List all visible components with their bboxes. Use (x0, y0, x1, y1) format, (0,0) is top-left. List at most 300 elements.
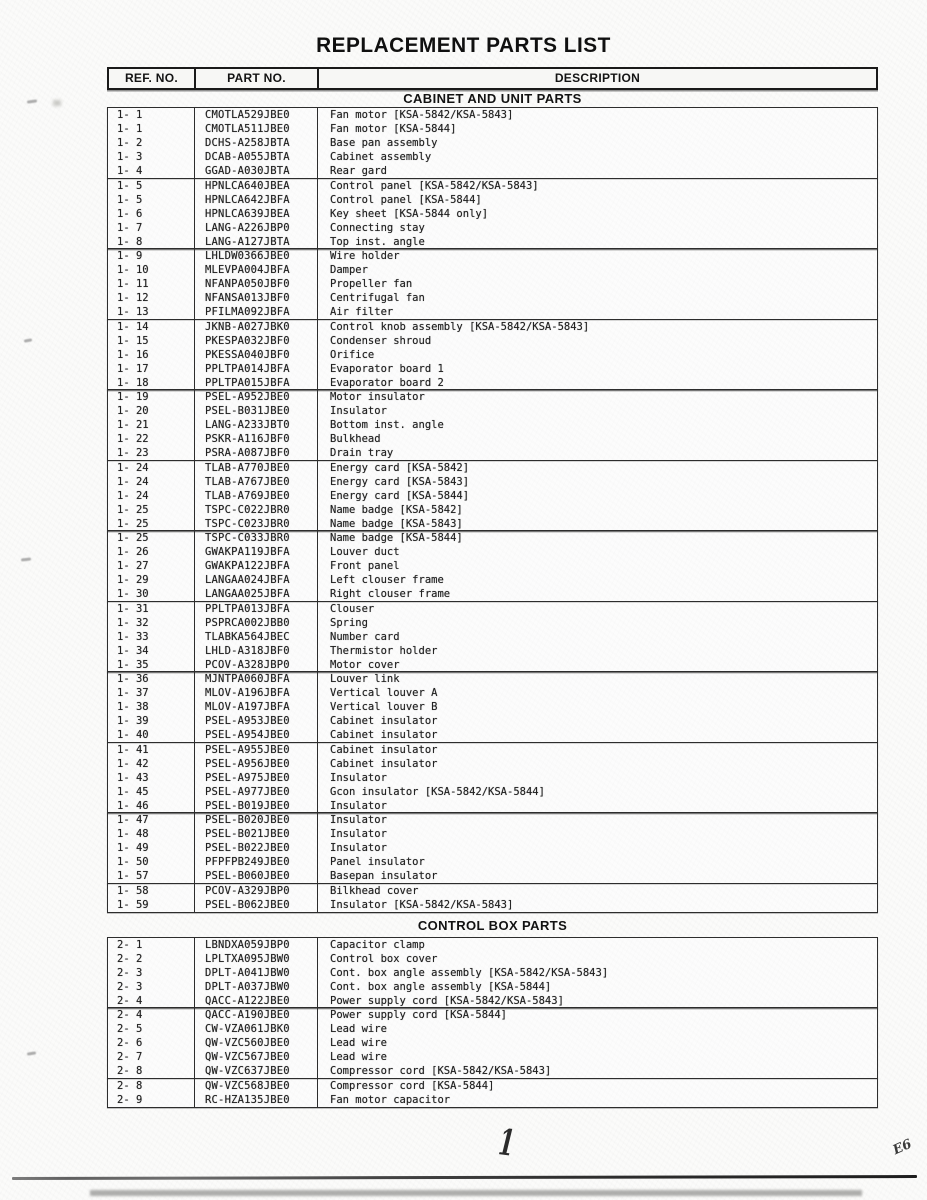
cell-description: Power supply cord [KSA-5842/KSA-5843] (330, 994, 564, 1007)
row-group (107, 107, 878, 179)
cell-part-no: PSEL-A954JBE0 (195, 728, 318, 742)
cell-part-no: LANG-A226JBP0 (195, 221, 318, 235)
cell-ref-no: 1- 30 (108, 587, 195, 601)
cell-ref-no: 1- 10 (108, 263, 195, 277)
table-section (107, 90, 878, 913)
table-section (107, 917, 878, 1108)
page-title: REPLACEMENT PARTS LIST (316, 33, 611, 58)
cell-ref-no: 1- 15 (108, 334, 195, 348)
table-row (108, 587, 877, 601)
cell-part-no: PSEL-B022JBE0 (195, 841, 318, 855)
cell-description: Motor insulator (330, 391, 425, 403)
table-row (108, 700, 877, 714)
cell-description: Compressor cord [KSA-5842/KSA-5843] (330, 1065, 552, 1077)
cell-ref-no: 1- 5 (108, 179, 195, 193)
table-row (108, 150, 877, 164)
table-row (108, 291, 877, 305)
scan-artifact (27, 99, 37, 103)
cell-part-no: PSEL-B062JBE0 (195, 898, 318, 912)
scan-artifact (27, 1051, 36, 1055)
table-row (108, 418, 877, 432)
table-row (108, 602, 877, 616)
cell-description: Fan motor [KSA-5844] (330, 123, 457, 135)
row-group (107, 883, 878, 913)
cell-ref-no: 1- 8 (108, 235, 195, 249)
table-row (108, 531, 877, 545)
cell-ref-no: 1- 2 (108, 136, 195, 150)
cell-description: Louver duct (330, 546, 400, 558)
table-header-row (107, 67, 878, 90)
row-group (107, 460, 878, 532)
cell-part-no: NFANPA050JBF0 (195, 277, 318, 291)
cell-part-no: CMOTLA511JBE0 (195, 122, 318, 136)
cell-ref-no: 1- 12 (108, 291, 195, 305)
cell-description: Thermistor holder (330, 644, 438, 657)
cell-description: Lead wire (330, 1037, 387, 1049)
cell-description: Evaporator board 2 (330, 376, 444, 389)
table-row (108, 771, 877, 785)
cell-part-no: PSEL-A955JBE0 (195, 743, 318, 757)
cell-ref-no: 1- 34 (108, 644, 195, 658)
cell-description: Connecting stay (330, 221, 425, 234)
table-row (108, 1079, 877, 1093)
row-group (107, 1007, 878, 1079)
cell-description: Condenser shroud (330, 334, 432, 347)
table-row (108, 799, 877, 813)
table-row (108, 108, 877, 122)
cell-part-no: LANGAA024JBFA (195, 573, 318, 587)
cell-description: Name badge [KSA-5843] (330, 517, 463, 530)
table-row (108, 559, 877, 573)
cell-description: Front panel (330, 560, 400, 572)
cell-description: Bulkhead (330, 433, 381, 445)
table-row (108, 164, 877, 178)
cell-ref-no: 1- 50 (108, 855, 195, 869)
cell-part-no: HPNLCA639JBEA (195, 207, 318, 221)
cell-ref-no: 1- 6 (108, 207, 195, 221)
table-row (108, 362, 877, 376)
cell-part-no: TLAB-A770JBE0 (195, 461, 318, 475)
cell-part-no: QW-VZC637JBE0 (195, 1064, 318, 1078)
cell-part-no: LBNDXA059JBP0 (195, 938, 318, 952)
table-row (108, 221, 877, 235)
cell-part-no: PSEL-B019JBE0 (195, 799, 318, 813)
cell-description: Evaporator board 1 (330, 362, 444, 375)
cell-part-no: TSPC-C022JBR0 (195, 503, 318, 517)
cell-part-no: LANG-A233JBT0 (195, 418, 318, 432)
table-row (108, 193, 877, 207)
row-group (107, 319, 878, 391)
cell-part-no: DCAB-A055JBTA (195, 150, 318, 164)
cell-description: Insulator (330, 828, 387, 840)
cell-part-no: QW-VZC560JBE0 (195, 1036, 318, 1050)
cell-description: Lead wire (330, 1023, 387, 1035)
cell-part-no: PKESPA032JBF0 (195, 334, 318, 348)
row-group (107, 248, 878, 320)
cell-description: Bilkhead cover (330, 884, 419, 897)
cell-ref-no: 1- 22 (108, 432, 195, 446)
cell-ref-no: 1- 24 (108, 475, 195, 489)
row-group (107, 601, 878, 673)
cell-ref-no: 2- 4 (108, 994, 195, 1008)
cell-ref-no: 1- 11 (108, 277, 195, 291)
row-group (107, 530, 878, 602)
table-row (108, 1064, 877, 1078)
cell-part-no: GWAKPA122JBFA (195, 559, 318, 573)
column-header-ref-no: REF. NO. (109, 69, 196, 88)
table-row (108, 841, 877, 855)
cell-part-no: LANGAA025JBFA (195, 587, 318, 601)
table-row (108, 827, 877, 841)
cell-description: Insulator (330, 799, 387, 812)
cell-part-no: TLABKA564JBEC (195, 630, 318, 644)
cell-ref-no: 1- 38 (108, 700, 195, 714)
cell-part-no: NFANSA013JBF0 (195, 291, 318, 305)
cell-ref-no: 1- 58 (108, 884, 195, 898)
table-row (108, 461, 877, 475)
cell-ref-no: 1- 9 (108, 249, 195, 263)
table-row (108, 728, 877, 742)
cell-description: Fan motor [KSA-5842/KSA-5843] (330, 109, 514, 121)
cell-part-no: LHLDW0366JBE0 (195, 249, 318, 263)
table-row (108, 573, 877, 587)
cell-part-no: HPNLCA642JBFA (195, 193, 318, 207)
table-row (108, 644, 877, 658)
table-row (108, 855, 877, 869)
cell-part-no: CMOTLA529JBE0 (195, 108, 318, 122)
cell-part-no: PPLTPA013JBFA (195, 602, 318, 616)
cell-ref-no: 1- 3 (108, 150, 195, 164)
cell-part-no: QACC-A190JBE0 (195, 1008, 318, 1022)
cell-description: Cabinet insulator (330, 729, 438, 741)
cell-ref-no: 1- 1 (108, 108, 195, 122)
cell-description: Air filter (330, 306, 394, 318)
cell-part-no: PSEL-B020JBE0 (195, 813, 318, 827)
scan-shadow-strip (90, 1190, 862, 1196)
cell-description: Clouser (330, 602, 375, 615)
cell-part-no: PSEL-B060JBE0 (195, 869, 318, 883)
scan-artifact (53, 100, 61, 106)
cell-description: Cont. box angle assembly [KSA-5844] (330, 980, 552, 993)
table-row (108, 980, 877, 994)
table-row (108, 686, 877, 700)
table-row (108, 517, 877, 531)
cell-description: Cabinet insulator (330, 743, 438, 756)
cell-ref-no: 1- 19 (108, 390, 195, 404)
cell-part-no: PSEL-A953JBE0 (195, 714, 318, 728)
cell-description: Damper (330, 264, 368, 276)
cell-ref-no: 2- 7 (108, 1050, 195, 1064)
cell-part-no: MLOV-A197JBFA (195, 700, 318, 714)
cell-description: Rear gard (330, 165, 387, 177)
cell-part-no: TLAB-A769JBE0 (195, 489, 318, 503)
cell-ref-no: 1- 36 (108, 672, 195, 686)
cell-ref-no: 1- 49 (108, 841, 195, 855)
cell-ref-no: 1- 4 (108, 164, 195, 178)
cell-ref-no: 1- 18 (108, 376, 195, 390)
cell-part-no: PFPFPB249JBE0 (195, 855, 318, 869)
cell-part-no: DPLT-A037JBW0 (195, 980, 318, 994)
cell-ref-no: 1- 59 (108, 898, 195, 912)
row-group (107, 671, 878, 743)
section-body (107, 107, 878, 913)
row-group (107, 389, 878, 461)
table-row (108, 277, 877, 291)
cell-ref-no: 1- 14 (108, 320, 195, 334)
cell-ref-no: 2- 6 (108, 1036, 195, 1050)
cell-ref-no: 1- 1 (108, 122, 195, 136)
cell-description: Orifice (330, 348, 375, 361)
cell-description: Bottom inst. angle (330, 419, 444, 431)
table-row (108, 503, 877, 517)
cell-part-no: PSEL-A977JBE0 (195, 785, 318, 799)
cell-description: Name badge [KSA-5844] (330, 532, 463, 544)
cell-ref-no: 1- 24 (108, 461, 195, 475)
cell-ref-no: 1- 5 (108, 193, 195, 207)
cell-ref-no: 1- 40 (108, 728, 195, 742)
cell-part-no: DPLT-A041JBW0 (195, 966, 318, 980)
cell-part-no: QW-VZC567JBE0 (195, 1050, 318, 1064)
cell-description: Insulator (330, 771, 387, 784)
cell-part-no: PSEL-A975JBE0 (195, 771, 318, 785)
cell-description: Cont. box angle assembly [KSA-5842/KSA-5843] (330, 966, 609, 979)
cell-description: Centrifugal fan (330, 292, 425, 304)
cell-ref-no: 2- 2 (108, 952, 195, 966)
cell-part-no: PSPRCA002JBB0 (195, 616, 318, 630)
cell-part-no: PSRA-A087JBF0 (195, 446, 318, 460)
cell-ref-no: 1- 24 (108, 489, 195, 503)
handwritten-corner-mark: E6 (890, 1136, 915, 1159)
table-row (108, 616, 877, 630)
table-row (108, 122, 877, 136)
cell-description: Basepan insulator (330, 870, 438, 882)
cell-description: Insulator (330, 405, 387, 417)
table-row (108, 348, 877, 362)
cell-description: Control panel [KSA-5842/KSA-5843] (330, 179, 539, 192)
table-row (108, 249, 877, 263)
cell-description: Fan motor capacitor (330, 1093, 451, 1106)
cell-part-no: LPLTXA095JBW0 (195, 952, 318, 966)
cell-description: Vertical louver B (330, 701, 438, 713)
table-row (108, 1036, 877, 1050)
cell-description: Control knob assembly [KSA-5842/KSA-5843] (330, 320, 590, 333)
cell-ref-no: 1- 20 (108, 404, 195, 418)
table-row (108, 489, 877, 503)
cell-description: Lead wire (330, 1051, 387, 1063)
cell-part-no: PSEL-A956JBE0 (195, 757, 318, 771)
table-row (108, 404, 877, 418)
cell-ref-no: 2- 5 (108, 1022, 195, 1036)
section-body (107, 937, 878, 1108)
cell-description: Insulator (330, 814, 387, 826)
cell-description: Panel insulator (330, 856, 425, 868)
cell-part-no: HPNLCA640JBEA (195, 179, 318, 193)
cell-ref-no: 2- 8 (108, 1064, 195, 1078)
cell-ref-no: 1- 57 (108, 869, 195, 883)
cell-ref-no: 1- 46 (108, 799, 195, 813)
cell-part-no: PFILMA092JBFA (195, 305, 318, 319)
table-row (108, 813, 877, 827)
table-row (108, 1093, 877, 1107)
row-group (107, 1078, 878, 1108)
cell-ref-no: 1- 26 (108, 545, 195, 559)
cell-ref-no: 1- 25 (108, 503, 195, 517)
table-row (108, 966, 877, 980)
table-row (108, 1022, 877, 1036)
cell-part-no: MJNTPA060JBFA (195, 672, 318, 686)
cell-ref-no: 1- 47 (108, 813, 195, 827)
cell-description: Cabinet insulator (330, 715, 438, 727)
cell-part-no: PSEL-B031JBE0 (195, 404, 318, 418)
cell-part-no: GWAKPA119JBFA (195, 545, 318, 559)
cell-part-no: TSPC-C033JBR0 (195, 531, 318, 545)
cell-ref-no: 1- 39 (108, 714, 195, 728)
column-header-description: DESCRIPTION (554, 71, 641, 85)
parts-table (107, 67, 878, 1108)
row-group (107, 812, 878, 884)
cell-part-no: TLAB-A767JBE0 (195, 475, 318, 489)
cell-description: Wire holder (330, 250, 400, 262)
table-row (108, 376, 877, 390)
cell-part-no: JKNB-A027JBK0 (195, 320, 318, 334)
table-row (108, 263, 877, 277)
cell-description: Drain tray (330, 447, 394, 459)
cell-description: Left clouser frame (330, 574, 444, 586)
section-title: CONTROL BOX PARTS (417, 917, 568, 933)
cell-ref-no: 2- 4 (108, 1008, 195, 1022)
cell-part-no: RC-HZA135JBE0 (195, 1093, 318, 1107)
cell-part-no: PSEL-B021JBE0 (195, 827, 318, 841)
cell-description: Spring (330, 616, 368, 629)
table-row (108, 658, 877, 672)
cell-ref-no: 1- 23 (108, 446, 195, 460)
cell-part-no: PPLTPA014JBFA (195, 362, 318, 376)
cell-description: Motor cover (330, 658, 400, 671)
table-row (108, 432, 877, 446)
cell-ref-no: 1- 16 (108, 348, 195, 362)
cell-description: Compressor cord [KSA-5844] (330, 1079, 495, 1092)
cell-ref-no: 1- 25 (108, 531, 195, 545)
cell-ref-no: 2- 1 (108, 938, 195, 952)
cell-part-no: MLOV-A196JBFA (195, 686, 318, 700)
cell-description: Capacitor clamp (330, 938, 425, 951)
cell-description: Energy card [KSA-5844] (330, 489, 470, 502)
table-row (108, 179, 877, 193)
table-row (108, 475, 877, 489)
cell-part-no: DCHS-A258JBTA (195, 136, 318, 150)
table-row (108, 446, 877, 460)
cell-description: Insulator [KSA-5842/KSA-5843] (330, 898, 514, 911)
cell-description: Gcon insulator [KSA-5842/KSA-5844] (330, 785, 545, 798)
cell-ref-no: 1- 35 (108, 658, 195, 672)
cell-description: Control box cover (330, 952, 438, 965)
column-header-part-no: PART NO. (196, 69, 319, 88)
cell-description: Cabinet assembly (330, 151, 432, 163)
cell-ref-no: 2- 8 (108, 1079, 195, 1093)
handwritten-page-number: 1 (496, 1121, 517, 1165)
scan-artifact (21, 557, 31, 561)
table-row (108, 938, 877, 952)
cell-description: Energy card [KSA-5843] (330, 475, 470, 488)
cell-ref-no: 1- 32 (108, 616, 195, 630)
cell-part-no: TSPC-C023JBR0 (195, 517, 318, 531)
cell-description: Louver link (330, 673, 400, 685)
cell-part-no: PCOV-A329JBP0 (195, 884, 318, 898)
table-row (108, 630, 877, 644)
cell-description: Base pan assembly (330, 137, 438, 149)
cell-ref-no: 1- 48 (108, 827, 195, 841)
table-row (108, 869, 877, 883)
cell-part-no: GGAD-A030JBTA (195, 164, 318, 178)
cell-description: Energy card [KSA-5842] (330, 461, 470, 474)
cell-part-no: PKESSA040JBF0 (195, 348, 318, 362)
cell-description: Right clouser frame (330, 588, 451, 600)
cell-part-no: QACC-A122JBE0 (195, 994, 318, 1008)
cell-ref-no: 1- 29 (108, 573, 195, 587)
table-row (108, 1050, 877, 1064)
cell-ref-no: 1- 7 (108, 221, 195, 235)
cell-ref-no: 1- 37 (108, 686, 195, 700)
row-group (107, 937, 878, 1009)
scan-artifact (24, 338, 32, 342)
cell-part-no: PSKR-A116JBF0 (195, 432, 318, 446)
table-row (108, 884, 877, 898)
cell-ref-no: 2- 9 (108, 1093, 195, 1107)
cell-description: Vertical louver A (330, 687, 438, 699)
table-row (108, 743, 877, 757)
table-row (108, 785, 877, 799)
cell-description: Top inst. angle (330, 235, 425, 248)
cell-description: Power supply cord [KSA-5844] (330, 1009, 508, 1021)
table-row (108, 320, 877, 334)
section-title: CABINET AND UNIT PARTS (403, 91, 582, 106)
cell-ref-no: 2- 3 (108, 980, 195, 994)
cell-description: Insulator (330, 842, 387, 854)
cell-ref-no: 1- 25 (108, 517, 195, 531)
table-row (108, 235, 877, 249)
cell-ref-no: 1- 27 (108, 559, 195, 573)
table-sections (107, 90, 878, 1108)
cell-part-no: CW-VZA061JBK0 (195, 1022, 318, 1036)
cell-ref-no: 1- 31 (108, 602, 195, 616)
cell-ref-no: 1- 45 (108, 785, 195, 799)
table-row (108, 757, 877, 771)
cell-part-no: PCOV-A328JBP0 (195, 658, 318, 672)
table-row (108, 390, 877, 404)
cell-description: Control panel [KSA-5844] (330, 193, 482, 206)
cell-part-no: PSEL-A952JBE0 (195, 390, 318, 404)
cell-description: Key sheet [KSA-5844 only] (330, 207, 489, 220)
cell-ref-no: 1- 33 (108, 630, 195, 644)
cell-description: Name badge [KSA-5842] (330, 503, 463, 516)
bottom-rule (12, 1175, 917, 1180)
cell-ref-no: 1- 43 (108, 771, 195, 785)
cell-ref-no: 1- 42 (108, 757, 195, 771)
cell-part-no: LANG-A127JBTA (195, 235, 318, 249)
cell-description: Propeller fan (330, 278, 413, 290)
table-row (108, 334, 877, 348)
table-row (108, 714, 877, 728)
cell-part-no: QW-VZC568JBE0 (195, 1079, 318, 1093)
cell-description: Number card (330, 630, 400, 643)
cell-part-no: PPLTPA015JBFA (195, 376, 318, 390)
table-row (108, 136, 877, 150)
cell-part-no: LHLD-A318JBF0 (195, 644, 318, 658)
table-row (108, 672, 877, 686)
cell-ref-no: 1- 17 (108, 362, 195, 376)
table-row (108, 207, 877, 221)
cell-ref-no: 2- 3 (108, 966, 195, 980)
